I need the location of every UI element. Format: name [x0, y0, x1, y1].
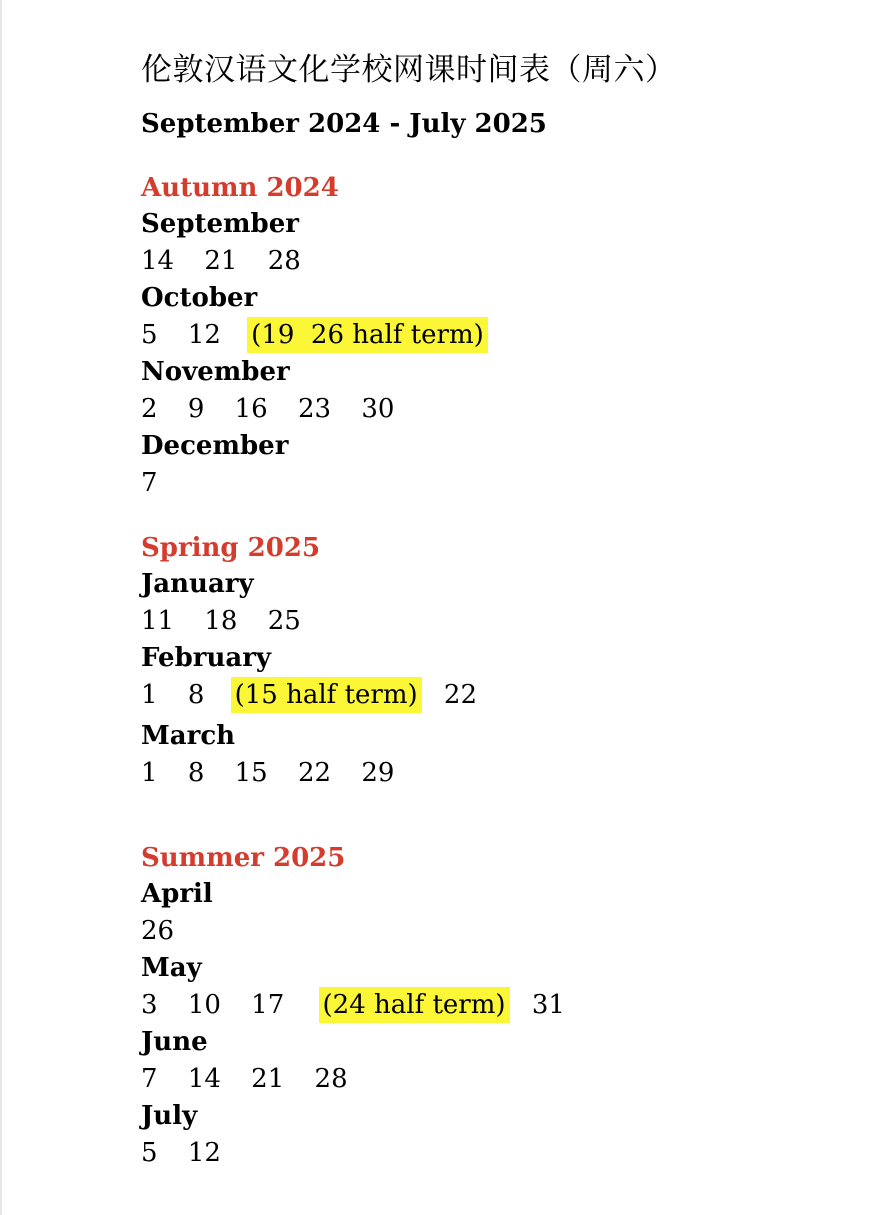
- date: 7: [141, 1064, 158, 1094]
- page-edge-rule: [0, 0, 2, 1215]
- term-autumn: [141, 170, 861, 502]
- term-summer: [141, 840, 861, 1172]
- date: 1: [141, 680, 158, 710]
- term-title: Autumn 2024: [141, 173, 339, 203]
- date: 22: [297, 758, 332, 788]
- date: 5: [141, 1138, 158, 1168]
- half-term-highlight: (15 half term): [231, 677, 422, 713]
- date-row: [141, 677, 861, 718]
- half-term-highlight: (24 half term): [319, 987, 510, 1023]
- date: 31: [531, 990, 565, 1020]
- date-row: [141, 603, 861, 640]
- date: 29: [361, 758, 395, 788]
- date: 8: [187, 758, 205, 788]
- date-row: [141, 391, 861, 428]
- page-title: 伦敦汉语文化学校网课时间表（周六）: [141, 52, 677, 88]
- date: 11: [141, 606, 175, 636]
- date-row: [141, 1061, 861, 1098]
- month-name: March: [141, 721, 236, 751]
- date: 3: [141, 990, 158, 1020]
- date-row: [141, 913, 861, 950]
- date: 28: [267, 246, 301, 276]
- month-name: September: [141, 209, 299, 239]
- date: 12: [187, 320, 221, 350]
- term-spring: [141, 530, 861, 792]
- month-name: January: [141, 569, 254, 599]
- date-row: [141, 317, 861, 354]
- date: 1: [141, 758, 158, 788]
- date: 14: [141, 246, 175, 276]
- date: 30: [361, 394, 395, 424]
- academic-year: September 2024 - July 2025: [141, 109, 547, 139]
- month-name: October: [141, 283, 258, 313]
- date: 23: [297, 394, 332, 424]
- month-name: November: [141, 357, 290, 387]
- month-name: June: [141, 1027, 208, 1057]
- date-row: [141, 755, 861, 792]
- date: 17: [251, 990, 285, 1020]
- date: 12: [187, 1138, 221, 1168]
- month-name: December: [141, 431, 289, 461]
- date: 18: [204, 606, 238, 636]
- timetable-document: [141, 48, 861, 1172]
- term-title: Summer 2025: [141, 843, 346, 873]
- date: 2: [141, 394, 158, 424]
- month-name: July: [141, 1101, 198, 1131]
- date: 22: [443, 680, 477, 710]
- date: 8: [187, 680, 205, 710]
- date: 14: [187, 1064, 221, 1094]
- date: 15: [234, 758, 268, 788]
- month-name: April: [141, 879, 213, 909]
- month-name: May: [141, 953, 202, 983]
- date: 10: [187, 990, 221, 1020]
- date: 25: [267, 606, 301, 636]
- date-row: [141, 987, 861, 1024]
- date: 9: [187, 394, 205, 424]
- date: 5: [141, 320, 158, 350]
- date-row: [141, 465, 861, 502]
- date: 21: [204, 246, 238, 276]
- date: 7: [141, 468, 158, 498]
- month-name: February: [141, 643, 272, 673]
- date: 16: [234, 394, 268, 424]
- date: 21: [251, 1064, 285, 1094]
- date-row: [141, 1135, 861, 1172]
- term-title: Spring 2025: [141, 533, 321, 563]
- half-term-highlight: (19 26 half term): [247, 317, 488, 353]
- date: 28: [314, 1064, 348, 1094]
- date-row: [141, 243, 861, 280]
- date: 26: [141, 916, 175, 946]
